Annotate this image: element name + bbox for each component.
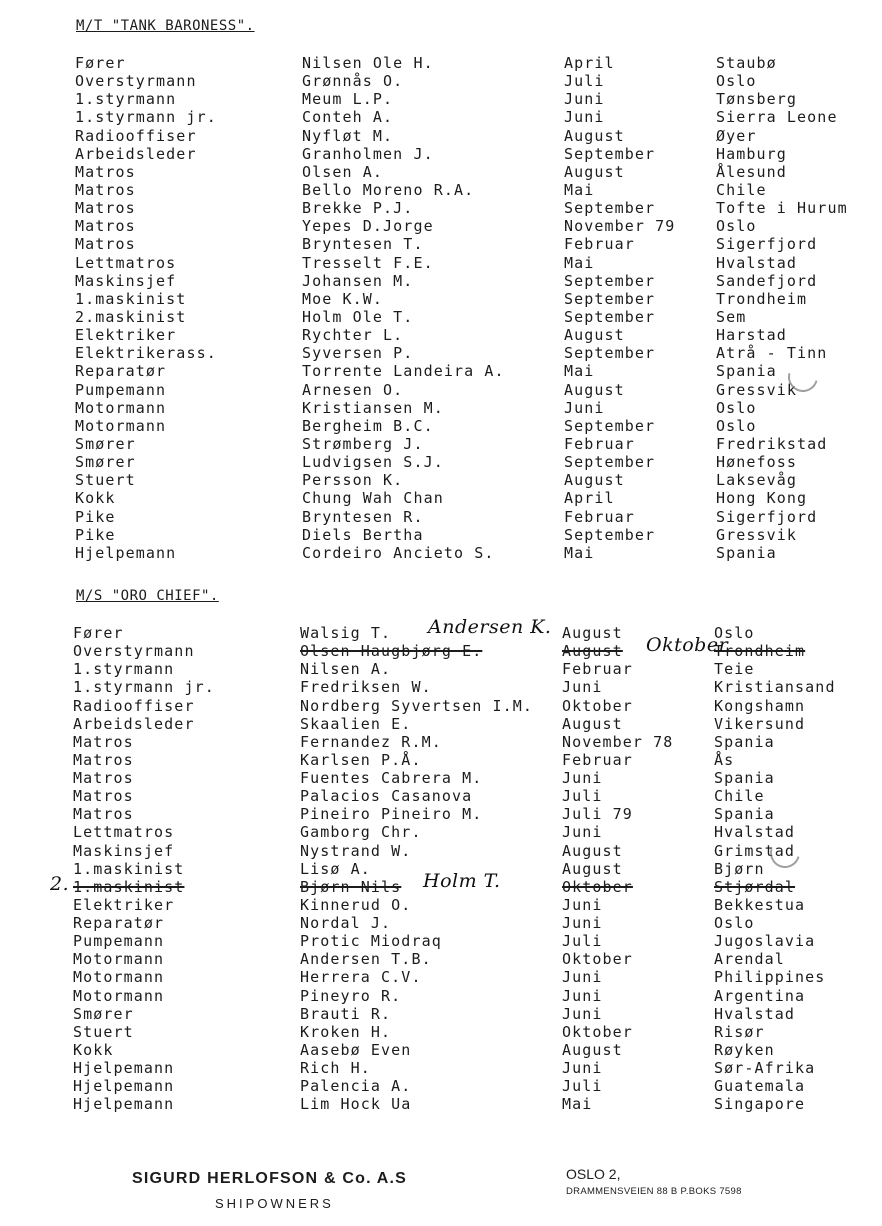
crew-home: Chile — [716, 180, 767, 199]
crew-rank: Matros — [75, 217, 136, 236]
crew-month: Juni — [564, 398, 605, 417]
crew-row — [0, 90, 882, 108]
crew-rank: Reparatør — [75, 362, 167, 381]
crew-month: Oktober — [562, 877, 633, 896]
crew-row — [0, 54, 882, 72]
crew-month: April — [564, 54, 615, 72]
crew-home: Singapore — [714, 1095, 806, 1114]
crew-rank: 1.maskinist — [73, 877, 185, 896]
crew-name: Nilsen A. — [300, 660, 392, 679]
crew-name: Syversen P. — [302, 344, 414, 363]
crew-month: Mai — [564, 253, 595, 272]
crew-name: Conteh A. — [302, 108, 394, 127]
crew-rank: Radiooffiser — [75, 126, 197, 145]
crew-name: Nilsen Ole H. — [302, 54, 434, 72]
crew-row — [0, 697, 882, 715]
crew-month: November 79 — [564, 217, 676, 236]
crew-home: Guatemala — [714, 1077, 806, 1096]
crew-name: Gamborg Chr. — [300, 823, 422, 842]
crew-month: September — [564, 199, 656, 218]
crew-month: August — [562, 859, 623, 878]
crew-home: Grimstad — [714, 841, 796, 860]
crew-rank: Fører — [73, 624, 124, 642]
crew-row — [0, 1077, 882, 1095]
crew-month: August — [562, 1040, 623, 1059]
crew-row — [0, 72, 882, 90]
crew-row — [0, 660, 882, 678]
crew-row — [0, 914, 882, 932]
crew-home: Oslo — [716, 72, 757, 91]
crew-home: Sierra Leone — [716, 108, 838, 127]
crew-row — [0, 254, 882, 272]
crew-rank: Overstyrmann — [75, 72, 197, 91]
crew-name: Herrera C.V. — [300, 968, 422, 987]
crew-row — [0, 435, 882, 453]
crew-row — [0, 308, 882, 326]
crew-month: Mai — [564, 180, 595, 199]
crew-name: Ludvigsen S.J. — [302, 453, 444, 472]
crew-name: Nordal J. — [300, 914, 392, 932]
crew-rank: Hjelpemann — [73, 1095, 175, 1114]
crew-rank: 1.styrmann jr. — [73, 678, 215, 697]
crew-name: Lim Hock Ua — [300, 1095, 412, 1114]
crew-month: August — [562, 841, 623, 860]
crew-name: Fredriksen W. — [300, 678, 432, 697]
crew-name: Granholmen J. — [302, 144, 434, 163]
crew-home: Arendal — [714, 950, 785, 969]
crew-name: Brekke P.J. — [302, 199, 414, 218]
crew-home: Øyer — [716, 126, 757, 145]
crew-rank: Lettmatros — [73, 823, 175, 842]
crew-name: Rychter L. — [302, 326, 404, 345]
crew-rank: Smører — [75, 434, 136, 453]
crew-month: Februar — [564, 434, 635, 453]
crew-month: Mai — [564, 362, 595, 381]
crew-row — [0, 199, 882, 217]
crew-month: August — [562, 642, 623, 661]
crew-name: Walsig T. — [300, 624, 392, 642]
crew-home: Ålesund — [716, 162, 787, 181]
crew-row — [0, 544, 882, 562]
crew-rank: Matros — [75, 162, 136, 181]
crew-home: Fredrikstad — [716, 434, 828, 453]
handwritten-name-note: Andersen K. — [428, 616, 552, 638]
crew-row — [0, 290, 882, 308]
crew-row — [0, 787, 882, 805]
crew-rank: Matros — [73, 787, 134, 806]
crew-rank: 2.maskinist — [75, 307, 187, 326]
crew-rank: 1.maskinist — [73, 859, 185, 878]
crew-month: Februar — [562, 750, 633, 769]
crew-home: Tofte i Hurum — [716, 199, 848, 218]
crew-month: Mai — [564, 543, 595, 562]
crew-home: Spania — [714, 769, 775, 787]
crew-name: Fuentes Cabrera M. — [300, 769, 483, 787]
crew-home: Oslo — [716, 217, 757, 236]
crew-name: Kinnerud O. — [300, 895, 412, 914]
crew-row — [0, 453, 882, 471]
crew-home: Gressvik — [716, 380, 798, 399]
crew-row — [0, 1041, 882, 1059]
crew-home: Staubø — [716, 54, 777, 72]
crew-month: Juni — [562, 1004, 603, 1023]
crew-month: August — [562, 624, 623, 642]
handwritten-name-note: Holm T. — [423, 869, 501, 892]
crew-rank: Smører — [73, 1004, 134, 1023]
crew-row — [0, 181, 882, 199]
crew-name: Moe K.W. — [302, 289, 384, 308]
crew-name: Olsen A. — [302, 162, 384, 181]
crew-month: September — [564, 289, 656, 308]
crew-name: Olsen Haugbjørg E. — [300, 642, 483, 661]
crew-home: Kongshamn — [714, 696, 806, 715]
crew-name: Bryntesen T. — [302, 235, 424, 254]
crew-rank: Motormann — [75, 398, 167, 417]
company-address: DRAMMENSVEIEN 88 B P.BOKS 7598 — [566, 1186, 742, 1197]
crew-name: Diels Bertha — [302, 525, 424, 544]
company-tagline: SHIPOWNERS — [215, 1196, 334, 1211]
crew-rank: Matros — [73, 732, 134, 751]
crew-name: Protic Miodraq — [300, 932, 442, 951]
crew-rank: Elektriker — [75, 326, 177, 345]
crew-rank: Overstyrmann — [73, 642, 195, 661]
crew-home: Hong Kong — [716, 489, 808, 508]
crew-home: Jugoslavia — [714, 932, 816, 951]
crew-rank: Motormann — [75, 416, 167, 435]
crew-month: Juli — [564, 72, 605, 91]
crew-name: Nyfløt M. — [302, 126, 394, 145]
crew-rank: Matros — [73, 750, 134, 769]
crew-name: Torrente Landeira A. — [302, 362, 505, 381]
crew-rank: Elektriker — [73, 895, 175, 914]
crew-row — [0, 805, 882, 823]
crew-month: August — [564, 326, 625, 345]
crew-month: Juli — [562, 932, 603, 951]
crew-month: August — [562, 714, 623, 733]
crew-rank: Hjelpemann — [73, 1077, 175, 1096]
crew-row — [0, 326, 882, 344]
crew-home: Hønefoss — [716, 453, 798, 472]
crew-home: Spania — [716, 543, 777, 562]
crew-home: Hvalstad — [714, 1004, 796, 1023]
crew-name: Karlsen P.Å. — [300, 750, 422, 769]
crew-row — [0, 399, 882, 417]
crew-home: Røyken — [714, 1040, 775, 1059]
crew-home: Harstad — [716, 326, 787, 345]
crew-row — [0, 842, 882, 860]
crew-home: Argentina — [714, 986, 806, 1005]
crew-home: Gressvik — [716, 525, 798, 544]
crew-rank: Matros — [75, 199, 136, 218]
crew-rank: Hjelpemann — [73, 1059, 175, 1077]
crew-month: Juli 79 — [562, 805, 633, 824]
crew-rank: Motormann — [73, 986, 165, 1005]
crew-row — [0, 616, 882, 642]
crew-row — [0, 417, 882, 435]
crew-home: Sem — [716, 307, 747, 326]
crew-home: Bekkestua — [714, 895, 806, 914]
crew-home: Kristiansand — [714, 678, 836, 697]
crew-month: Juli — [562, 787, 603, 806]
crew-month: September — [564, 307, 656, 326]
crew-row — [0, 950, 882, 968]
crew-rank: Pike — [75, 507, 116, 526]
crew-home: Sigerfjord — [716, 235, 818, 254]
crew-month: Juni — [562, 895, 603, 914]
company-name: SIGURD HERLOFSON & Co. A.S — [132, 1170, 408, 1187]
crew-month: August — [564, 162, 625, 181]
crew-rank: Maskinsjef — [75, 271, 177, 290]
crew-rank: Lettmatros — [75, 253, 177, 272]
crew-row — [0, 896, 882, 914]
crew-row — [0, 715, 882, 733]
crew-home: Tønsberg — [716, 90, 798, 109]
crew-name: Yepes D.Jorge — [302, 217, 434, 236]
crew-home: Ås — [714, 750, 735, 769]
crew-home: Laksevåg — [716, 471, 798, 490]
crew-row — [0, 1059, 882, 1077]
crew-month: Juni — [562, 1059, 603, 1077]
crew-row — [0, 1005, 882, 1023]
crew-row — [0, 108, 882, 126]
crew-home: Teie — [714, 660, 755, 679]
crew-month: Februar — [564, 507, 635, 526]
handwritten-month-note: Oktober — [646, 634, 729, 657]
crew-row — [0, 968, 882, 986]
crew-row — [0, 362, 882, 380]
crew-name: Meum L.P. — [302, 90, 394, 109]
crew-name: Bjørn Nils — [300, 877, 402, 896]
crew-row — [0, 1023, 882, 1041]
crew-rank: Pike — [75, 525, 116, 544]
crew-month: August — [564, 126, 625, 145]
crew-rank: 1.styrmann — [75, 90, 177, 109]
crew-month: August — [564, 380, 625, 399]
crew-month: November 78 — [562, 732, 674, 751]
crew-row — [0, 634, 882, 661]
crew-home: Risør — [714, 1022, 765, 1041]
crew-row — [0, 163, 882, 181]
crew-month: September — [564, 525, 656, 544]
crew-table-tank-baroness — [0, 54, 882, 562]
crew-rank: Matros — [75, 235, 136, 254]
crew-month: Juni — [562, 769, 603, 787]
crew-month: September — [564, 453, 656, 472]
crew-month: September — [564, 271, 656, 290]
crew-row — [0, 217, 882, 235]
crew-rank: Hjelpemann — [75, 543, 177, 562]
crew-rank: Pumpemann — [73, 932, 165, 951]
crew-rank: Arbeidsleder — [75, 144, 197, 163]
crew-row — [0, 751, 882, 769]
crew-rank: Fører — [75, 54, 126, 72]
crew-month: Juni — [562, 986, 603, 1005]
crew-rank: Reparatør — [73, 914, 165, 932]
crew-home: Trondheim — [716, 289, 808, 308]
crew-row — [0, 489, 882, 507]
crew-row — [0, 127, 882, 145]
crew-rank: Motormann — [73, 968, 165, 987]
crew-month: Oktober — [562, 950, 633, 969]
crew-month: Februar — [564, 235, 635, 254]
crew-month: September — [564, 416, 656, 435]
crew-home: Trondheim — [714, 642, 806, 661]
crew-home: Oslo — [714, 914, 755, 932]
crew-home: Hvalstad — [714, 823, 796, 842]
crew-row — [0, 987, 882, 1005]
crew-home: Oslo — [714, 624, 755, 642]
crew-row — [0, 869, 882, 896]
crew-name: Johansen M. — [302, 271, 414, 290]
crew-name: Cordeiro Ancieto S. — [302, 543, 495, 562]
crew-rank: 1.styrmann jr. — [75, 108, 217, 127]
crew-rank: Elektrikerass. — [75, 344, 217, 363]
crew-home: Oslo — [716, 398, 757, 417]
crew-table-oro-chief — [0, 616, 882, 1114]
crew-month: Juni — [562, 968, 603, 987]
crew-home: Philippines — [714, 968, 826, 987]
crew-name: Kristiansen M. — [302, 398, 444, 417]
crew-row — [0, 508, 882, 526]
crew-month: Juni — [562, 914, 603, 932]
crew-row — [0, 471, 882, 489]
crew-home: Stjørdal — [714, 877, 796, 896]
crew-month: April — [564, 489, 615, 508]
crew-home: Atrå - Tinn — [716, 344, 828, 363]
crew-row — [0, 272, 882, 290]
crew-name: Lisø A. — [300, 859, 371, 878]
crew-home: Sigerfjord — [716, 507, 818, 526]
crew-row — [0, 733, 882, 751]
crew-row — [0, 344, 882, 362]
crew-name: Palacios Casanova — [300, 787, 473, 806]
crew-name: Grønnås O. — [302, 72, 404, 91]
crew-rank: Kokk — [73, 1040, 114, 1059]
crew-rank: Stuert — [73, 1022, 134, 1041]
crew-row — [0, 235, 882, 253]
crew-month: Februar — [562, 660, 633, 679]
crew-home: Spania — [716, 362, 777, 381]
crew-month: Oktober — [562, 1022, 633, 1041]
crew-rank: Stuert — [75, 471, 136, 490]
crew-rank: Matros — [73, 769, 134, 787]
crew-home: Spania — [714, 805, 775, 824]
crew-rank: Arbeidsleder — [73, 714, 195, 733]
crew-month: Oktober — [562, 696, 633, 715]
crew-name: Chung Wah Chan — [302, 489, 444, 508]
crew-rank: Kokk — [75, 489, 116, 508]
crew-home: Sandefjord — [716, 271, 818, 290]
crew-row — [0, 823, 882, 841]
ship-title-tank-baroness: M/T "TANK BARONESS". — [76, 18, 255, 34]
crew-name: Strømberg J. — [302, 434, 424, 453]
crew-month: Juli — [562, 1077, 603, 1096]
crew-month: Juni — [562, 678, 603, 697]
crew-name: Palencia A. — [300, 1077, 412, 1096]
crew-name: Holm Ole T. — [302, 307, 414, 326]
crew-home: Hvalstad — [716, 253, 798, 272]
crew-name: Fernandez R.M. — [300, 732, 442, 751]
crew-name: Tresselt F.E. — [302, 253, 434, 272]
crew-rank: 1.styrmann — [73, 660, 175, 679]
crew-home: Hamburg — [716, 144, 787, 163]
handwritten-rank-note: 2. — [50, 872, 70, 895]
crew-month: September — [564, 344, 656, 363]
crew-month: Juni — [564, 108, 605, 127]
crew-rank: Radiooffiser — [73, 696, 195, 715]
crew-name: Pineyro R. — [300, 986, 402, 1005]
ship-title-oro-chief: M/S "ORO CHIEF". — [76, 588, 219, 604]
crew-name: Persson K. — [302, 471, 404, 490]
crew-row — [0, 678, 882, 696]
crew-name: Bryntesen R. — [302, 507, 424, 526]
crew-name: Pineiro Pineiro M. — [300, 805, 483, 824]
crew-month: August — [564, 471, 625, 490]
company-city: OSLO 2, — [566, 1166, 621, 1182]
crew-month: Juni — [564, 90, 605, 109]
crew-name: Andersen T.B. — [300, 950, 432, 969]
crew-row — [0, 381, 882, 399]
crew-name: Bergheim B.C. — [302, 416, 434, 435]
crew-rank: Matros — [75, 180, 136, 199]
crew-name: Nordberg Syvertsen I.M. — [300, 696, 534, 715]
crew-name: Aasebø Even — [300, 1040, 412, 1059]
crew-month: Mai — [562, 1095, 593, 1114]
crew-name: Rich H. — [300, 1059, 371, 1077]
crew-home: Spania — [714, 732, 775, 751]
crew-name: Kroken H. — [300, 1022, 392, 1041]
crew-row — [0, 932, 882, 950]
crew-row — [0, 526, 882, 544]
crew-name: Nystrand W. — [300, 841, 412, 860]
crew-name: Skaalien E. — [300, 714, 412, 733]
crew-rank: 1.maskinist — [75, 289, 187, 308]
crew-rank: Maskinsjef — [73, 841, 175, 860]
crew-home: Oslo — [716, 416, 757, 435]
crew-row — [0, 1095, 882, 1113]
crew-home: Bjørn — [714, 859, 765, 878]
crew-rank: Matros — [73, 805, 134, 824]
crew-home: Vikersund — [714, 714, 806, 733]
crew-name: Bello Moreno R.A. — [302, 180, 475, 199]
crew-name: Brauti R. — [300, 1004, 392, 1023]
crew-rank: Pumpemann — [75, 380, 167, 399]
crew-row — [0, 769, 882, 787]
crew-month: September — [564, 144, 656, 163]
crew-name: Arnesen O. — [302, 380, 404, 399]
crew-row — [0, 145, 882, 163]
crew-month: Juni — [562, 823, 603, 842]
crew-home: Chile — [714, 787, 765, 806]
crew-rank: Smører — [75, 453, 136, 472]
crew-rank: Motormann — [73, 950, 165, 969]
crew-home: Sør-Afrika — [714, 1059, 816, 1077]
